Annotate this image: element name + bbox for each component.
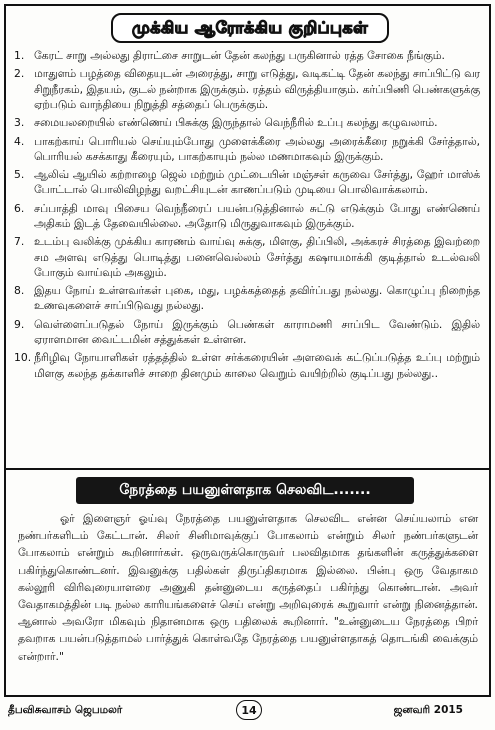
tip-text: ஆலிவ் ஆயில் கற்றாழை ஜெல் மற்றும் முட்டையின் மஞ்சள் கருவை சேர்த்து, ஹேர் மாஸ்க் போட்டால் பொலிவிழந்து வறட்சியுடன் காணப்படும் முடியை பொலிவாக்கலாம்.: [34, 168, 480, 197]
section-heading-box: [76, 477, 414, 504]
tip-item: [10, 134, 486, 164]
tip-number: 5.: [14, 168, 25, 182]
page-footer: [4, 697, 491, 725]
tip-text: உடம்பு வலிக்கு முக்கிய காரணம் வாய்வு சுக்கு, மிளகு, திப்பிலி, அக்கரச் சிரத்தை இவற்றை சம அளவு எடுத்து பொடித்து பனைவெல்லம் சேர்த்து கஷாயமாக்கி குடித்தால் உடல்வலி போகும் வாய்வும் அகலும்.: [34, 235, 480, 279]
section-divider: [4, 468, 491, 470]
tip-item: [10, 317, 486, 347]
story-paragraph: ஓர் இளைஞர் ஓய்வு நேரத்தை பயனுள்ளதாக செலவிட என்ன செய்யலாம் என நண்பர்களிடம் கேட்டான். சிலர் சினிமாவுக்குப் போகலாம் என்றும் சிலர் நண்பர்களுடன் போகலாம் என்றும் கூறினார்கள். ஒருவருக்கொருவர் பலவிதமாக தங்களின் கருத்துக்களை பகிர்ந்துகொண்டனர். இவனுக்கு பதில்கள் திருப்திகரமாக இல்லை. பின்பு ஒரு வேதாகம கல்லூரி விரிவுரையாளரை அணுகி தன்னுடைய கருத்தைப் பகிர்ந்து கொண்டான். அவர் வேதாகமத்தின் படி நல்ல காரியங்களைச் செய் என்று அறிவுரைக் கூறுவார் என்று நினைத்தான். ஆனால் அவரோ மிகவும் நிதானமாக ஒரு பதிலைக் கூறினார். "உன்னுடைய நேரத்தை பிறர் தவறாக பயன்படுத்தாமல் பார்த்துக் கொள்வதே நேரத்தை பயனுள்ளதாகத் தொடங்கி வைக்கும் என்றார்.": [18, 512, 478, 663]
tip-number: 7.: [14, 235, 25, 249]
tip-number: 1.: [14, 49, 25, 62]
tip-text: வெள்ளைப்படுதல் நோய் இருக்கும் பெண்கள் காராமணி சாப்பிட வேண்டும். இதில் ஏராளமான வைட்டமின் சத்துக்கள் உள்ளன.: [34, 317, 480, 346]
tip-text: கேரட் சாறு அல்லது திராட்சை சாறுடன் தேன் கலந்து பருகினால் ரத்த சோகை நீங்கும்.: [34, 49, 445, 62]
tip-number: 9.: [14, 317, 25, 331]
tip-number: 2.: [14, 67, 25, 81]
section-title: நேரத்தை பயனுள்ளதாக செலவிட.......: [119, 481, 371, 498]
tip-text: சமையலறையில் எண்ணெய் பிசுக்கு இருந்தால் வெந்நீரில் உப்பு கலந்து கழுவலாம்.: [34, 116, 438, 130]
tip-item: [10, 283, 486, 313]
tip-text: இதய நோய் உள்ளவர்கள் புகை, மது, பழக்கத்தைத் தவிர்ப்பது நல்லது. கொழுப்பு நிறைந்த உணவுகளைச் சாப்பிடுவது நல்லது.: [34, 284, 480, 313]
tip-number: 10.: [14, 351, 32, 365]
tip-item: [10, 115, 486, 130]
tip-number: 4.: [14, 134, 25, 148]
tip-item: [10, 201, 486, 231]
tip-item: [10, 350, 486, 380]
tip-text: சப்பாத்தி மாவு பிசைய வெந்நீரைப் பயன்படுத்தினால் சுட்டு எடுக்கும் போது எண்ணெய் அதிகம் இடத் தேவையில்லை. அதோடு மிருதுவாகவும் இருக்கும்.: [34, 201, 480, 230]
tip-text: பாகற்காய் பொரியல் செய்யும்போது முளைக்கீரை அல்லது அரைக்கீரை நறுக்கி சேர்த்தால், பொரியல் கசக்காது கீரையும், பாகற்காயும் நல்ல மணமாகவும் இருக்கும்.: [34, 134, 480, 163]
tip-item: [10, 66, 486, 112]
page-number: 14: [236, 700, 262, 720]
tip-text: மாதுளம் பழத்தை விதையுடன் அரைத்து, சாறு எடுத்து, வடிகட்டி தேன் கலந்து சாப்பிட்டு வர சிறுநீரகம், இதயம், குடல் நன்றாக இருக்கும். ரத்தம் விருத்தியாகும். கர்ப்பிணி பெண்களுக்கு ஏற்படும் வாந்தியை நிறுத்தி சத்தைப் பெருக்கும்.: [34, 67, 480, 111]
tip-item: [10, 167, 486, 197]
tip-item: [10, 234, 486, 280]
tip-number: 8.: [14, 284, 25, 298]
tip-number: 3.: [14, 116, 25, 130]
page-title: முக்கிய ஆரோக்கிய குறிப்புகள்: [131, 17, 369, 37]
footer-magazine-name: தீபவிசுவாசம் ஜெபமலர்: [8, 704, 123, 716]
heading-box: [111, 13, 389, 43]
footer-date: ஜனவரி 2015: [393, 704, 463, 716]
tip-item: [10, 48, 486, 63]
tip-text: நீரிழிவு நோயாளிகள் ரத்தத்தில் உள்ள சர்க்கரையின் அளவைக் கட்டுப்படுத்த உப்பு மற்றும் மிளகு கலந்த தக்காளிச் சாறை தினமும் காலை வெறும் வயிற்றில் குடிப்பது நல்லது..: [34, 351, 480, 380]
tip-number: 6.: [14, 201, 25, 215]
tips-list: [10, 48, 486, 384]
